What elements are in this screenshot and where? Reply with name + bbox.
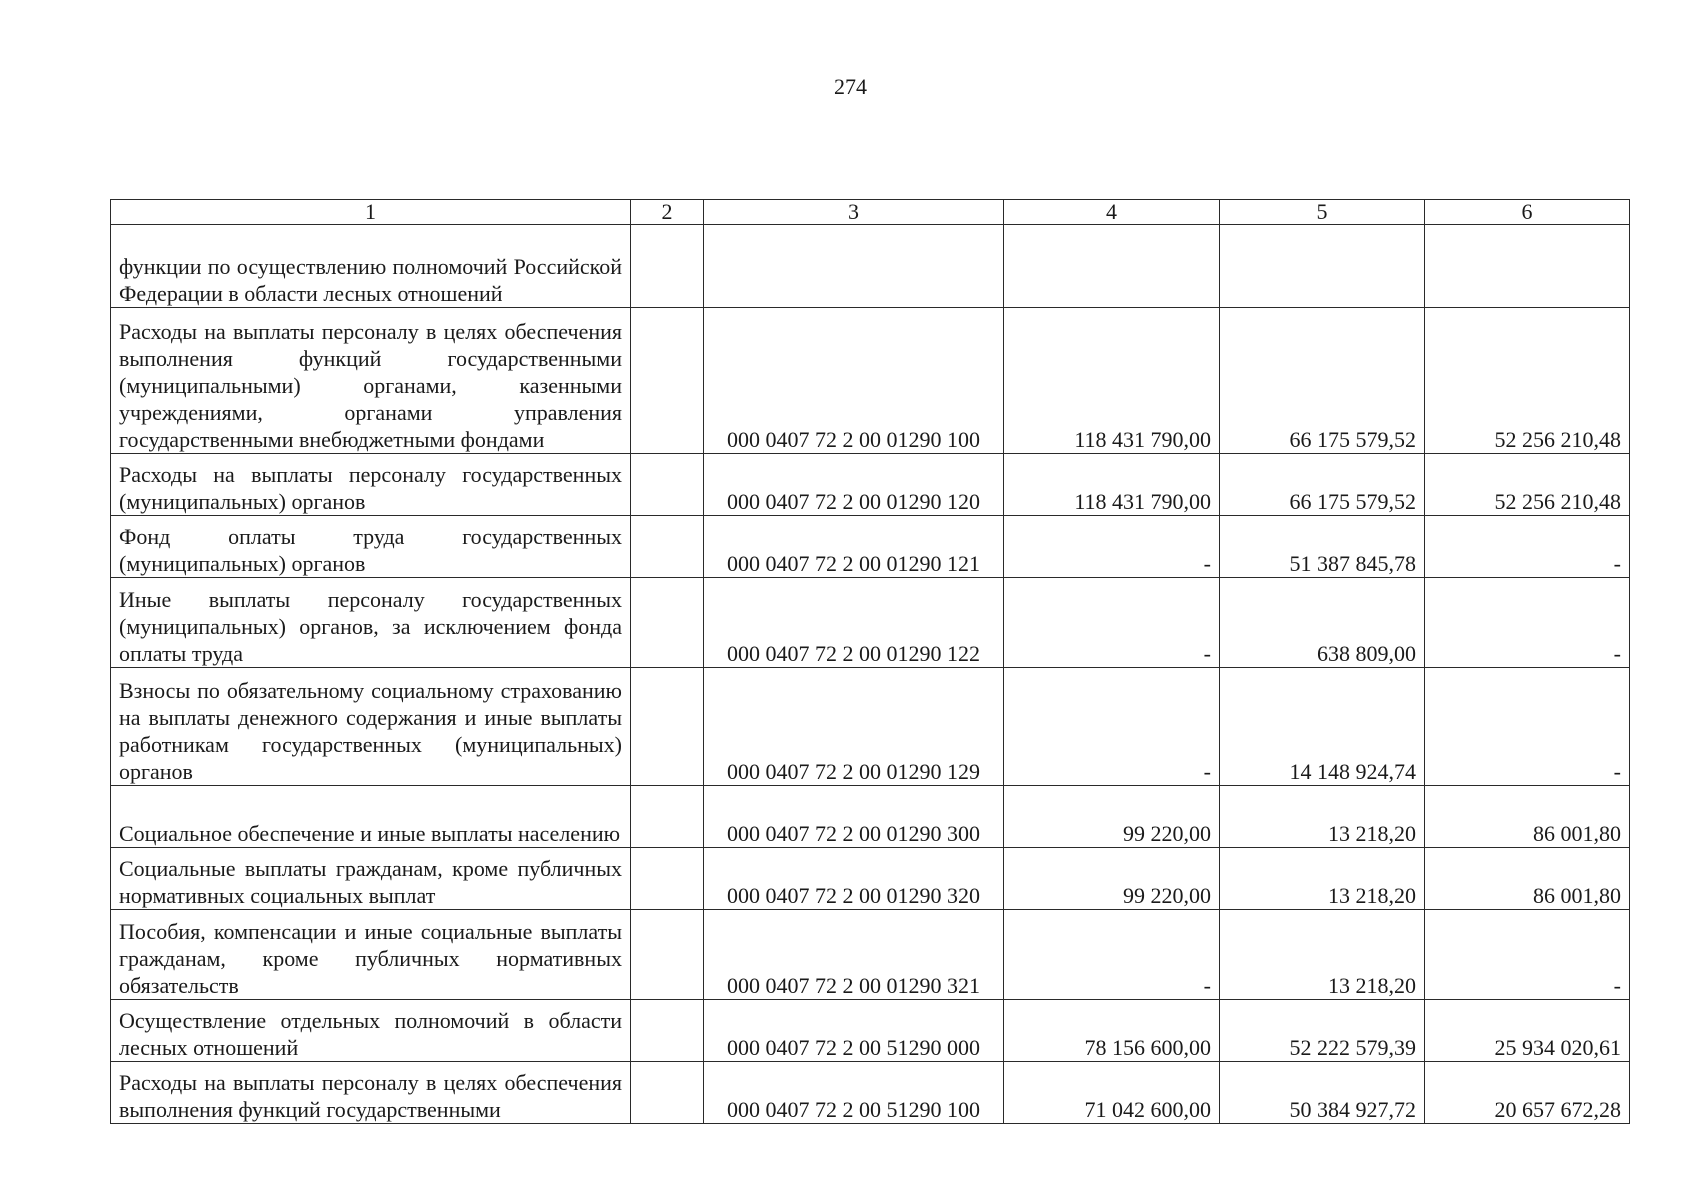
row-col-5: 638 809,00 bbox=[1220, 578, 1425, 668]
row-col-2 bbox=[631, 1062, 704, 1124]
row-name: Осуществление отдельных полномочий в области лесных отношений bbox=[111, 1000, 631, 1062]
row-name: Расходы на выплаты персоналу в целях обеспечения выполнения функций государственными (муниципальными) органами, казенными учреждениями, органами управления государственными внебюджетными фондами bbox=[111, 308, 631, 454]
row-code: 000 0407 72 2 00 51290 000 bbox=[704, 1000, 1004, 1062]
table-row bbox=[111, 578, 1630, 668]
row-code: 000 0407 72 2 00 01290 100 bbox=[704, 308, 1004, 454]
row-col-5: 13 218,20 bbox=[1220, 910, 1425, 1000]
row-col-2 bbox=[631, 786, 704, 848]
table-row bbox=[111, 225, 1630, 308]
table-row bbox=[111, 910, 1630, 1000]
row-code: 000 0407 72 2 00 01290 129 bbox=[704, 668, 1004, 786]
header-col-3: 3 bbox=[704, 200, 1004, 225]
row-col-6: - bbox=[1425, 516, 1630, 578]
row-col-6: 52 256 210,48 bbox=[1425, 308, 1630, 454]
row-col-2 bbox=[631, 1000, 704, 1062]
header-col-4: 4 bbox=[1004, 200, 1220, 225]
row-col-4: - bbox=[1004, 668, 1220, 786]
table-row bbox=[111, 1000, 1630, 1062]
table-row bbox=[111, 516, 1630, 578]
header-col-5: 5 bbox=[1220, 200, 1425, 225]
row-col-6: 52 256 210,48 bbox=[1425, 454, 1630, 516]
row-col-4: 99 220,00 bbox=[1004, 786, 1220, 848]
row-col-4: 71 042 600,00 bbox=[1004, 1062, 1220, 1124]
table-row bbox=[111, 786, 1630, 848]
row-col-4: 118 431 790,00 bbox=[1004, 308, 1220, 454]
row-col-6: - bbox=[1425, 910, 1630, 1000]
row-col-4: - bbox=[1004, 578, 1220, 668]
row-name: Иные выплаты персоналу государственных (муниципальных) органов, за исключением фонда оплаты труда bbox=[111, 578, 631, 668]
row-code: 000 0407 72 2 00 01290 121 bbox=[704, 516, 1004, 578]
row-code: 000 0407 72 2 00 01290 320 bbox=[704, 848, 1004, 910]
table-row bbox=[111, 454, 1630, 516]
table-row bbox=[111, 668, 1630, 786]
row-col-4 bbox=[1004, 225, 1220, 308]
table-row bbox=[111, 308, 1630, 454]
row-col-2 bbox=[631, 516, 704, 578]
table-header-row bbox=[111, 200, 1630, 225]
row-col-5: 66 175 579,52 bbox=[1220, 454, 1425, 516]
row-col-2 bbox=[631, 308, 704, 454]
header-col-1: 1 bbox=[111, 200, 631, 225]
row-name: Пособия, компенсации и иные социальные выплаты гражданам, кроме публичных нормативных обязательств bbox=[111, 910, 631, 1000]
row-col-5: 51 387 845,78 bbox=[1220, 516, 1425, 578]
row-col-6 bbox=[1425, 225, 1630, 308]
row-col-2 bbox=[631, 578, 704, 668]
row-col-6: 25 934 020,61 bbox=[1425, 1000, 1630, 1062]
row-col-2 bbox=[631, 454, 704, 516]
row-col-2 bbox=[631, 668, 704, 786]
row-col-5 bbox=[1220, 225, 1425, 308]
row-name: Социальное обеспечение и иные выплаты населению bbox=[111, 786, 631, 848]
row-col-6: 86 001,80 bbox=[1425, 786, 1630, 848]
header-col-2: 2 bbox=[631, 200, 704, 225]
row-name: Взносы по обязательному социальному страхованию на выплаты денежного содержания и иные выплаты работникам государственных (муниципальных) органов bbox=[111, 668, 631, 786]
row-code: 000 0407 72 2 00 01290 122 bbox=[704, 578, 1004, 668]
row-code: 000 0407 72 2 00 01290 321 bbox=[704, 910, 1004, 1000]
budget-execution-table bbox=[110, 199, 1630, 1124]
row-col-4: - bbox=[1004, 910, 1220, 1000]
row-col-5: 13 218,20 bbox=[1220, 786, 1425, 848]
row-col-2 bbox=[631, 225, 704, 308]
row-col-4: 78 156 600,00 bbox=[1004, 1000, 1220, 1062]
row-code: 000 0407 72 2 00 51290 100 bbox=[704, 1062, 1004, 1124]
table-row bbox=[111, 848, 1630, 910]
row-col-6: 86 001,80 bbox=[1425, 848, 1630, 910]
row-col-5: 14 148 924,74 bbox=[1220, 668, 1425, 786]
row-col-5: 50 384 927,72 bbox=[1220, 1062, 1425, 1124]
row-name: Фонд оплаты труда государственных (муниципальных) органов bbox=[111, 516, 631, 578]
row-name: Расходы на выплаты персоналу государственных (муниципальных) органов bbox=[111, 454, 631, 516]
page-number: 274 bbox=[834, 74, 867, 99]
row-col-2 bbox=[631, 848, 704, 910]
row-code: 000 0407 72 2 00 01290 120 bbox=[704, 454, 1004, 516]
row-col-2 bbox=[631, 910, 704, 1000]
row-name: Социальные выплаты гражданам, кроме публичных нормативных социальных выплат bbox=[111, 848, 631, 910]
header-col-6: 6 bbox=[1425, 200, 1630, 225]
row-code: 000 0407 72 2 00 01290 300 bbox=[704, 786, 1004, 848]
row-col-4: 99 220,00 bbox=[1004, 848, 1220, 910]
table-row bbox=[111, 1062, 1630, 1124]
row-col-4: 118 431 790,00 bbox=[1004, 454, 1220, 516]
row-name: Расходы на выплаты персоналу в целях обеспечения выполнения функций государственными bbox=[111, 1062, 631, 1124]
row-col-6: - bbox=[1425, 668, 1630, 786]
row-col-4: - bbox=[1004, 516, 1220, 578]
row-col-5: 66 175 579,52 bbox=[1220, 308, 1425, 454]
row-col-6: 20 657 672,28 bbox=[1425, 1062, 1630, 1124]
row-name: функции по осуществлению полномочий Российской Федерации в области лесных отношений bbox=[111, 225, 631, 308]
row-col-5: 52 222 579,39 bbox=[1220, 1000, 1425, 1062]
row-col-5: 13 218,20 bbox=[1220, 848, 1425, 910]
row-col-6: - bbox=[1425, 578, 1630, 668]
row-code bbox=[704, 225, 1004, 308]
